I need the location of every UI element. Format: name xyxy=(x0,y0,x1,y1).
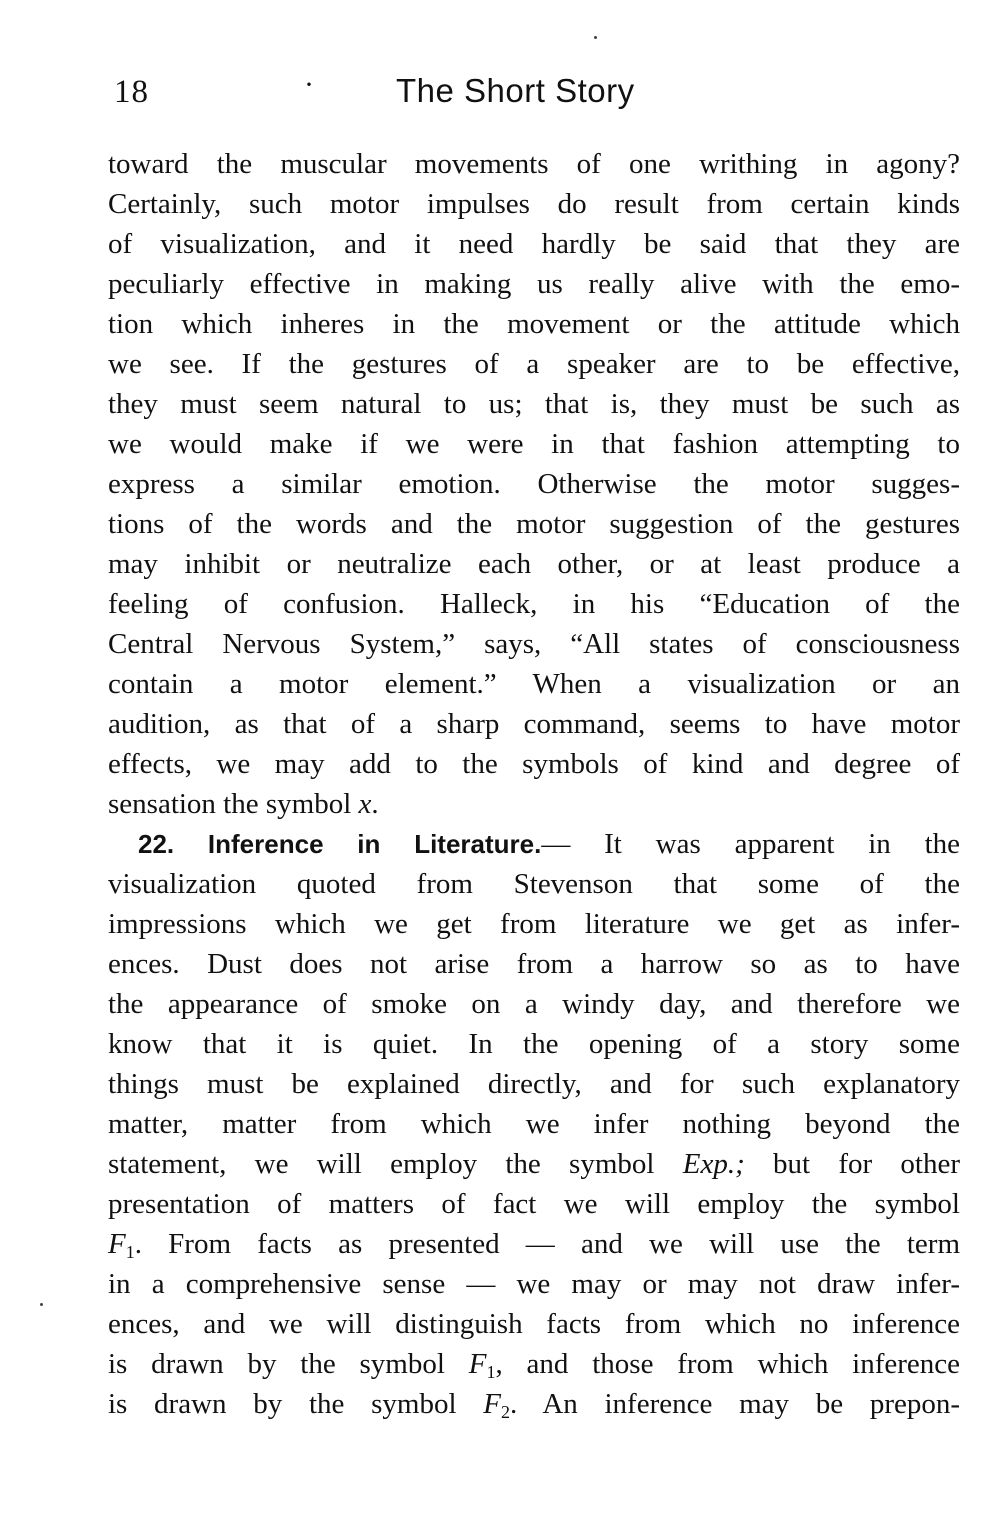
section-heading: 22. Inference in Literature. xyxy=(138,829,542,859)
section-first-line xyxy=(108,824,960,864)
symbol-f: F xyxy=(483,1388,501,1420)
symbol-subscript: 2 xyxy=(500,1402,510,1422)
header-dot: · xyxy=(304,68,314,101)
text-line: they must seem natural to us; that is, they must be such as xyxy=(108,388,960,420)
text-line: feeling of confusion. Halleck, in his “Education of the xyxy=(108,588,960,620)
text-line: audition, as that of a sharp command, seems to have motor xyxy=(108,708,960,740)
text-line: may inhibit or neutralize each other, or at least produce a xyxy=(108,548,960,580)
text-line: the appearance of smoke on a windy day, and therefore we xyxy=(108,988,960,1020)
symbol-x: x xyxy=(358,788,372,820)
line-text: is drawn by the symbol xyxy=(108,1388,484,1420)
text-line xyxy=(108,1224,960,1264)
line-end: . xyxy=(371,788,379,820)
line-text: but for other xyxy=(744,1148,960,1180)
text-line: in a comprehensive sense — we may or may not draw infer- xyxy=(108,1268,960,1300)
page-number: 18 xyxy=(114,74,149,110)
line-text: , and those from which inference xyxy=(495,1348,960,1380)
running-title: The Short Story xyxy=(396,72,635,109)
section-intro-text: — It was apparent in the xyxy=(541,828,960,860)
ink-speck xyxy=(40,1303,43,1306)
line-text: is drawn by the symbol xyxy=(108,1348,469,1380)
text-line: ences, and we will distinguish facts from which no inference xyxy=(108,1308,960,1340)
page-header xyxy=(108,68,960,116)
text-line: know that it is quiet. In the opening of a story some xyxy=(108,1028,960,1060)
text-line: matter, matter from which we infer nothing beyond the xyxy=(108,1108,960,1140)
line-text: . An inference may be prepon- xyxy=(509,1388,960,1420)
line-text: . From facts as presented — and we will use the term xyxy=(134,1228,960,1260)
text-line: impressions which we get from literature we get as infer- xyxy=(108,908,960,940)
line-text: statement, we will employ the symbol xyxy=(108,1148,683,1180)
text-line: toward the muscular movements of one writhing in agony? xyxy=(108,148,960,180)
symbol-subscript: 1 xyxy=(486,1362,496,1382)
text-line: we would make if we were in that fashion attempting to xyxy=(108,428,960,460)
symbol-subscript: 1 xyxy=(125,1242,135,1262)
text-line: visualization quoted from Stevenson that some of the xyxy=(108,868,960,900)
line-text: sensation the symbol xyxy=(108,788,359,820)
text-line: Central Nervous System,” says, “All states of consciousness xyxy=(108,628,960,660)
text-line: things must be explained directly, and for such explanatory xyxy=(108,1068,960,1100)
text-line xyxy=(108,784,960,824)
ink-speck xyxy=(594,36,597,39)
body-text xyxy=(108,144,960,1424)
text-line xyxy=(108,1384,960,1424)
text-line: Certainly, such motor impulses do result from certain kinds xyxy=(108,188,960,220)
text-line: peculiarly effective in making us really alive with the emo- xyxy=(108,268,960,300)
symbol-f: F xyxy=(108,1228,126,1260)
text-line xyxy=(108,1144,960,1184)
text-line: ences. Dust does not arise from a harrow so as to have xyxy=(108,948,960,980)
text-line: we see. If the gestures of a speaker are to be effective, xyxy=(108,348,960,380)
text-line: contain a motor element.” When a visualization or an xyxy=(108,668,960,700)
text-line: of visualization, and it need hardly be said that they are xyxy=(108,228,960,260)
text-line: express a similar emotion. Otherwise the motor sugges- xyxy=(108,468,960,500)
symbol-f: F xyxy=(468,1348,487,1380)
symbol-exp: Exp.; xyxy=(682,1148,745,1180)
text-line: presentation of matters of fact we will employ the symbol xyxy=(108,1188,960,1220)
text-line: tion which inheres in the movement or the attitude which xyxy=(108,308,960,340)
text-line: tions of the words and the motor suggestion of the gestures xyxy=(108,508,960,540)
text-line xyxy=(108,1344,960,1384)
text-line: effects, we may add to the symbols of kind and degree of xyxy=(108,748,960,780)
